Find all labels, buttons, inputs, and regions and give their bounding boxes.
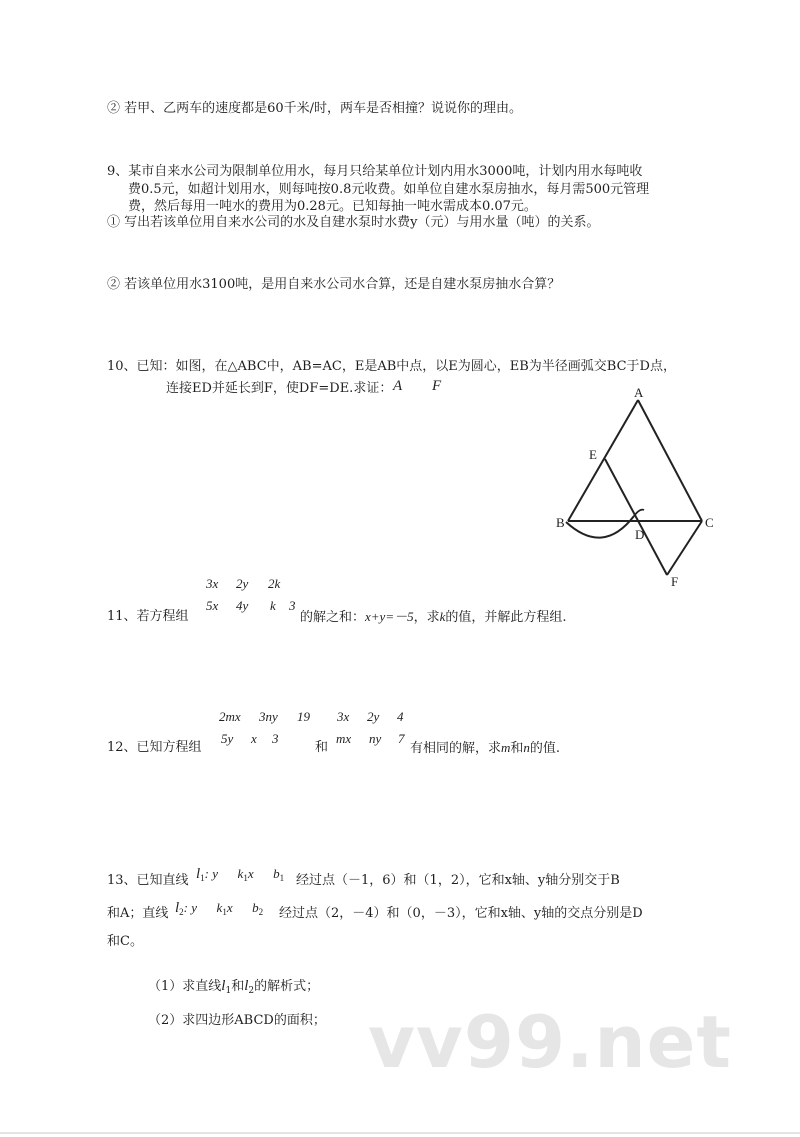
q13-l2-k-sub: 1 xyxy=(222,907,227,917)
q8-part2: ② 若甲、乙两车的速度都是60千米/时，两车是否相撞？说说你的理由。 xyxy=(107,101,523,116)
q13-sub1-l1-sub: 1 xyxy=(225,986,232,996)
q11-lead: 11、若方程组 xyxy=(107,609,189,624)
q13-sub1-and: 和 xyxy=(231,979,245,994)
q9-line2: 费0.5元，如超计划用水，则每吨按0.8元收费。如单位自建水泵房抽水，每月需500元管理 xyxy=(128,182,650,197)
q11-sys-r2-t4: 3 xyxy=(289,598,296,613)
q11-sys-r1-t1: 3x xyxy=(206,576,219,591)
q13-l2-sym: l xyxy=(175,900,180,916)
q9-part2: ② 若该单位用水3100吨，是用自来水公司水合算，还是自建水泵房抽水合算？ xyxy=(107,277,561,292)
q12-a-r1-t1: 2mx xyxy=(219,709,241,724)
q11-tail-2: ，求 xyxy=(413,610,440,625)
q11-tail-3: 的值，并解此方程组. xyxy=(445,610,567,625)
q13-l2-sub: 2 xyxy=(179,907,184,917)
q9-part1: ① 写出若该单位用自来水公司的水及自建水泵时水费y（元）与用水量（吨）的关系。 xyxy=(107,215,600,230)
q12-tail xyxy=(410,740,560,757)
q11-sys-r1-t2: 2y xyxy=(236,576,249,591)
q9-line1: 9、某市自来水公司为限制单位用水，每月只给某单位计划内用水3000吨，计划内用水每吨收 xyxy=(107,164,643,179)
q10-prove-a: A xyxy=(393,378,403,394)
q13-sub1-lead: （1）求直线 xyxy=(148,979,222,994)
q11-tail-k: k xyxy=(439,609,446,624)
q13-l2-formula xyxy=(175,900,263,917)
label-c: C xyxy=(705,515,714,530)
q9-line3: 费，然后每用一吨水的费用为0.28元。已知每抽一吨水需成本0.07元。 xyxy=(128,199,537,214)
q12-b-r2-t1: mx xyxy=(336,731,352,746)
q13-sub1-tail: 的解析式； xyxy=(254,979,320,994)
label-f: F xyxy=(671,574,679,589)
q11-sys-r2-t1: 5x xyxy=(206,598,219,613)
q13-l1-sub: 1 xyxy=(200,873,205,883)
q12-b-r2-t2: ny xyxy=(369,731,382,746)
q12-b-r1-t2: 2y xyxy=(367,709,380,724)
q13-l2-k: k xyxy=(216,900,223,915)
q11-tail-1: 的解之和： xyxy=(300,610,366,625)
q11-sys-r1-t3: 2k xyxy=(268,576,281,591)
arc-bd xyxy=(566,516,634,538)
segment-fc xyxy=(667,521,702,575)
q13-l2-b: b xyxy=(252,900,259,915)
q12-b-r2-t3: 7 xyxy=(398,731,405,746)
q13-l1-k-sub: 1 xyxy=(243,873,248,883)
q10-line1: 10、已知：如图，在△ABC中，AB=AC，E是AB中点，以E为圆心，EB为半径画弧交BC于D点， xyxy=(107,359,676,374)
arc-tick xyxy=(634,510,644,516)
q12-tail-1: 有相同的解，求 xyxy=(410,741,502,756)
q12-b-r1-t3: 4 xyxy=(397,709,404,724)
watermark: vv99.net xyxy=(368,1000,732,1084)
q11-sys-r2-t3: k xyxy=(270,598,276,613)
q13-l2-tail: 经过点（2，－4）和（0，－3），它和x轴、y轴的交点分别是D xyxy=(279,906,643,921)
q13-l1-lead: 13、已知直线 xyxy=(107,873,189,888)
q12-b-r1-t1: 3x xyxy=(337,709,350,724)
q12-lead: 12、已知方程组 xyxy=(107,740,202,755)
q13-l2-b-sub: 2 xyxy=(258,907,264,917)
q13-l1-x: x xyxy=(247,866,254,881)
q13-line3: 和C。 xyxy=(107,934,143,949)
q12-a-r1-t2: 3ny xyxy=(259,709,278,724)
q12-tail-2: 和 xyxy=(510,741,524,756)
q11-sys-r2-t2: 4y xyxy=(236,598,249,613)
q11-tail xyxy=(300,609,567,626)
segment-ac xyxy=(638,400,702,521)
q12-a-r2-t3: 3 xyxy=(272,731,279,746)
q13-l2-x: x xyxy=(226,900,233,915)
q12-tail-m: m xyxy=(501,740,511,755)
page-bottom-edge xyxy=(0,1132,800,1134)
q13-l1-b-sub: 1 xyxy=(279,873,285,883)
triangle-figure xyxy=(548,384,728,594)
q13-l1-k: k xyxy=(237,866,244,881)
q13-l2-lead: 和A；直线 xyxy=(107,906,169,921)
q12-tail-3: 的值. xyxy=(529,741,561,756)
q13-l1-formula xyxy=(196,866,284,883)
label-b: B xyxy=(556,515,565,530)
q13-l2-y: : y xyxy=(183,900,198,915)
segment-ef xyxy=(605,459,667,575)
label-a: A xyxy=(634,385,644,400)
q12-a-r2-t2: x xyxy=(251,731,257,746)
label-e: E xyxy=(589,447,597,462)
q10-line2: 连接ED并延长到F，使DF=DE.求证： xyxy=(166,381,393,396)
q13-sub1-l2-sub: 2 xyxy=(248,986,255,996)
q11-tail-eq: x+y=－5 xyxy=(365,609,414,624)
q13-sub1-l1: l xyxy=(221,978,226,994)
q10-prove-f: F xyxy=(432,378,442,394)
q13-sub2: （2）求四边形ABCD的面积； xyxy=(148,1013,326,1028)
q13-l1-sym: l xyxy=(196,866,201,882)
q12-tail-n: n xyxy=(523,740,530,755)
q13-sub1 xyxy=(148,978,319,999)
q12-a-r2-t1: 5y xyxy=(221,731,234,746)
q13-l1-b: b xyxy=(273,866,280,881)
q13-l1-y: : y xyxy=(204,866,219,881)
q12-a-r1-t3: 19 xyxy=(297,709,310,724)
q13-l1-tail: 经过点（－1，6）和（1，2），它和x轴、y轴分别交于B xyxy=(296,873,620,888)
q13-sub1-l2: l xyxy=(244,978,249,994)
q12-and: 和 xyxy=(315,740,329,755)
label-d: D xyxy=(635,527,645,542)
